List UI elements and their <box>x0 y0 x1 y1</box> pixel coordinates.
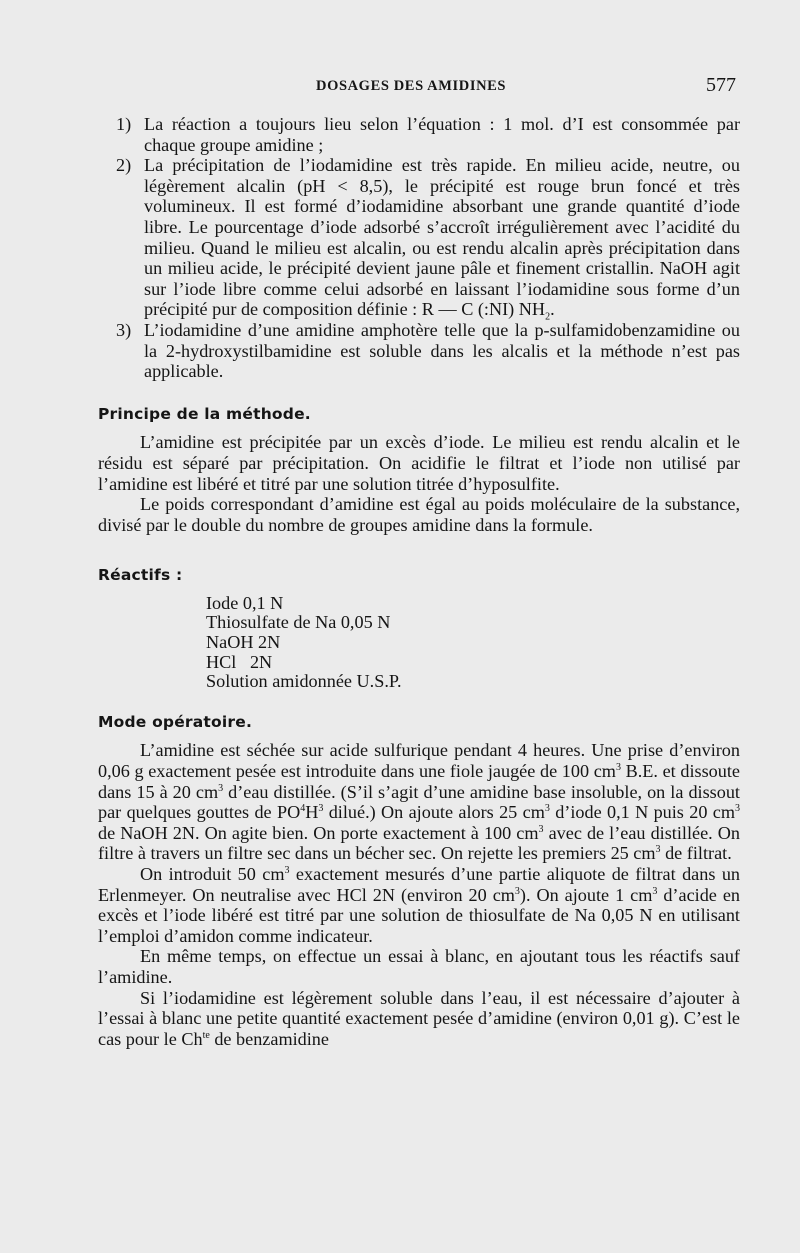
superscript: 3 <box>735 803 740 815</box>
superscript: te <box>202 1029 210 1041</box>
section-heading-principe: Principe de la méthode. <box>98 404 311 423</box>
subscript: 2 <box>545 311 551 323</box>
superscript: 3 <box>652 885 658 897</box>
text-run: de filtrat. <box>660 843 732 864</box>
list-item <box>98 155 740 323</box>
reagents-list <box>206 594 740 692</box>
paragraph: L’amidine est précipitée par un excès d’iode. Le milieu est rendu alcalin et le résidu est séparé par précipitation. On acidifie le filtrat et l’iode non utilisé par l’amidine est libéré et titré par une solution titrée d’hyposulfite. <box>98 432 740 494</box>
paragraph: En même temps, on effectue un essai à blanc, en ajoutant tous les réactifs sauf l’amidine. <box>98 946 740 987</box>
superscript: 3 <box>538 823 544 835</box>
paragraph <box>98 864 740 946</box>
text-run: d’iode 0,1 N puis 20 cm <box>549 802 735 823</box>
text-run: d’acide en excès et l’iode libéré est titré par une solution de thiosulfate de Na 0,05 N en utilisant l’emploi d’amidon comme indicateur. <box>98 884 740 946</box>
section-heading-mode: Mode opératoire. <box>98 712 253 731</box>
superscript: 3 <box>218 782 224 794</box>
reagent-item: Thiosulfate de Na 0,05 N <box>206 612 391 633</box>
text-run: On introduit 50 cm <box>140 864 285 884</box>
paragraph <box>98 988 740 1050</box>
superscript: 3 <box>318 803 324 815</box>
superscript: 4 <box>300 803 306 815</box>
superscript: 3 <box>284 864 290 876</box>
list-item-number: 2) <box>116 155 132 176</box>
text-run: ). On ajoute 1 cm <box>519 884 653 905</box>
text-run: Si l’iodamidine est légèrement soluble dans l’eau, il est nécessaire d’ajouter à l’essai à blanc une petite quantité exactement pesée d’amidine (environ 0,01 g). C’est le cas pour le Ch <box>98 987 740 1049</box>
section-heading-reactifs: Réactifs : <box>98 566 183 585</box>
list-item-number: 1) <box>116 114 132 134</box>
text-run: H <box>305 802 319 823</box>
text-run: exactement mesurés d’une partie aliquote de filtrat dans un Erlenmeyer. On neutralise avec HCl 2N (environ 20 cm <box>98 864 741 905</box>
running-title: DOSAGES DES AMIDINES <box>316 78 507 94</box>
list-item <box>98 114 740 155</box>
list-item <box>98 320 740 382</box>
list-item-text: La réaction a toujours lieu selon l’équation : 1 mol. d’I est consommée par chaque groupe amidine ; <box>144 114 740 155</box>
list-item-body: La précipitation de l’iodamidine est très rapide. En milieu acide, neutre, ou légèrement alcalin (pH < 8,5), le précipité est rouge brun foncé et très volumineux. Il est formé d’iodamidine absorbant une grande quantité d’iode libre. Le pourcentage d’iode adsorbé s’accroît irrégulièrement avec l’acidité du milieu. Quand le milieu est alcalin, ou est rendu alcalin après précipitation dans un milieu acide, le précipité devient jaune pâle et finement cristallin. NaOH agit sur l’iode libre comme celui adsorbé en laissant l’iodamidine sous forme d’un précipité pur de composition définie : R — C (:NI) NH <box>144 155 740 320</box>
text-run: dilué.) On ajoute alors 25 cm <box>323 802 545 823</box>
reagent-item: Iode 0,1 N <box>206 592 284 613</box>
page-body <box>98 114 740 1049</box>
list-item-text <box>144 155 740 323</box>
superscript: 3 <box>615 761 621 773</box>
page-number: 577 <box>706 74 736 96</box>
text-run: B.E. et dissoute dans 15 à 20 cm <box>98 761 740 802</box>
superscript: 3 <box>544 803 550 815</box>
paragraph <box>98 740 740 864</box>
text-run: avec de l’eau distillée. On filtre à travers un filtre sec dans un bécher sec. On rejette les premiers 25 cm <box>98 822 741 864</box>
reagent-item: Solution amidonnée U.S.P. <box>206 671 402 692</box>
reagent-item: NaOH 2N <box>206 632 281 653</box>
text-run: d’eau distillée. (S’il s’agit d’une amidine base insoluble, on la dissout par quelques gouttes de PO <box>98 781 740 823</box>
superscript: 3 <box>514 885 520 897</box>
text-run: de benzamidine <box>209 1028 329 1049</box>
reagent-item: HCl 2N <box>206 651 273 672</box>
list-item-suffix: . <box>550 299 555 320</box>
text-run: de NaOH 2N. On agite bien. On porte exactement à 100 cm <box>98 822 539 843</box>
paragraph: Le poids correspondant d’amidine est égal au poids moléculaire de la substance, divisé par le double du nombre de groupes amidine dans la formule. <box>98 494 740 535</box>
page-header <box>98 74 740 102</box>
text-run: L’amidine est séchée sur acide sulfurique pendant 4 heures. Une prise d’environ 0,06 g exactement pesée est introduite dans une fiole jaugée de 100 cm <box>98 740 740 782</box>
superscript: 3 <box>655 844 661 856</box>
list-item-number: 3) <box>116 319 132 340</box>
list-item-text: L’iodamidine d’une amidine amphotère telle que la p-sulfamidobenzamidine ou la 2-hydroxystilbamidine est soluble dans les alcalis et la méthode n’est pas applicable. <box>144 319 740 382</box>
